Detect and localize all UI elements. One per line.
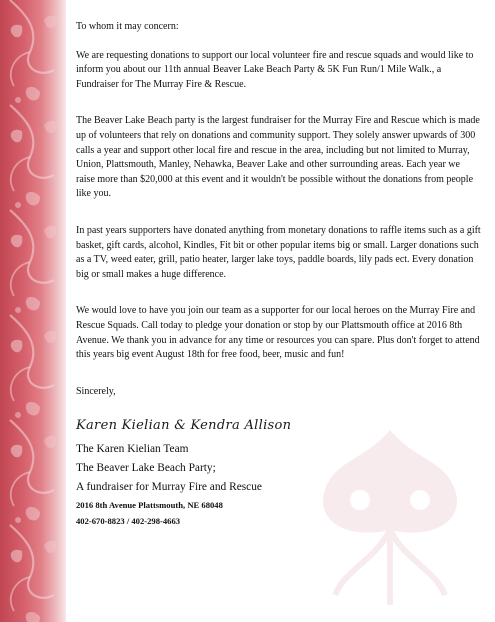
address: 2016 8th Avenue Plattsmouth, NE 68048 [76,499,223,510]
team-name: The Karen Kielian Team [76,442,189,455]
signature: Karen Kielian & Kendra Allison [76,418,292,434]
letter-body [76,20,481,529]
decorative-side-band [0,0,66,622]
closing: Sincerely, [76,385,116,397]
fundraiser-line: A fundraiser for Murray Fire and Rescue [76,480,262,493]
paragraph-call-to-action: We would love to have you join our team as a supporter for our local heroes on the Murray Fire and Rescue Squads. Call today to pledge your donation or stop by our Plattsmouth office at 2016 8th Avenue. We thank you in advance for any time or resources you can spare. Plus don't forget to attend this years big event August 18th for free food, beer, music and fun! [76,305,480,361]
paragraph-about: The Beaver Lake Beach party is the largest fundraiser for the Murray Fire and Rescue which is made up of volunteers that rely on donations and community support. They solely answer upwards of 300 calls a year and support other local fire and rescue in the area, including but not limited to Murray, Union, Plattsmouth, Manley, Nehawka, Beaver Lake and other surrounding areas. Each year we raise more than $20,000 at this event and it wouldn't be possible without the donations from people like you. [76,115,480,200]
damask-pattern [0,0,66,622]
paragraph-past-donations: In past years supporters have donated anything from monetary donations to raffle items such as a gift basket, gift cards, alcohol, Kindles, Fit bit or other popular items big or small. Larger donations such as a TV, weed eater, grill, patio heater, larger lake toys, paddle boards, lily pads ect. Every donation big or small makes a huge difference. [76,224,481,280]
greeting: To whom it may concern: [76,21,179,32]
phone-numbers: 402-670-8823 / 402-298-4663 [76,515,181,526]
paragraph-intro: We are requesting donations to support our local volunteer fire and rescue squads and would like to inform you about our 11th annual Beaver Lake Beach Party & 5K Fun Run/1 Mile Walk., a Fundraiser for The Murray Fire & Rescue. [76,49,474,90]
event-name: The Beaver Lake Beach Party; [76,461,216,474]
